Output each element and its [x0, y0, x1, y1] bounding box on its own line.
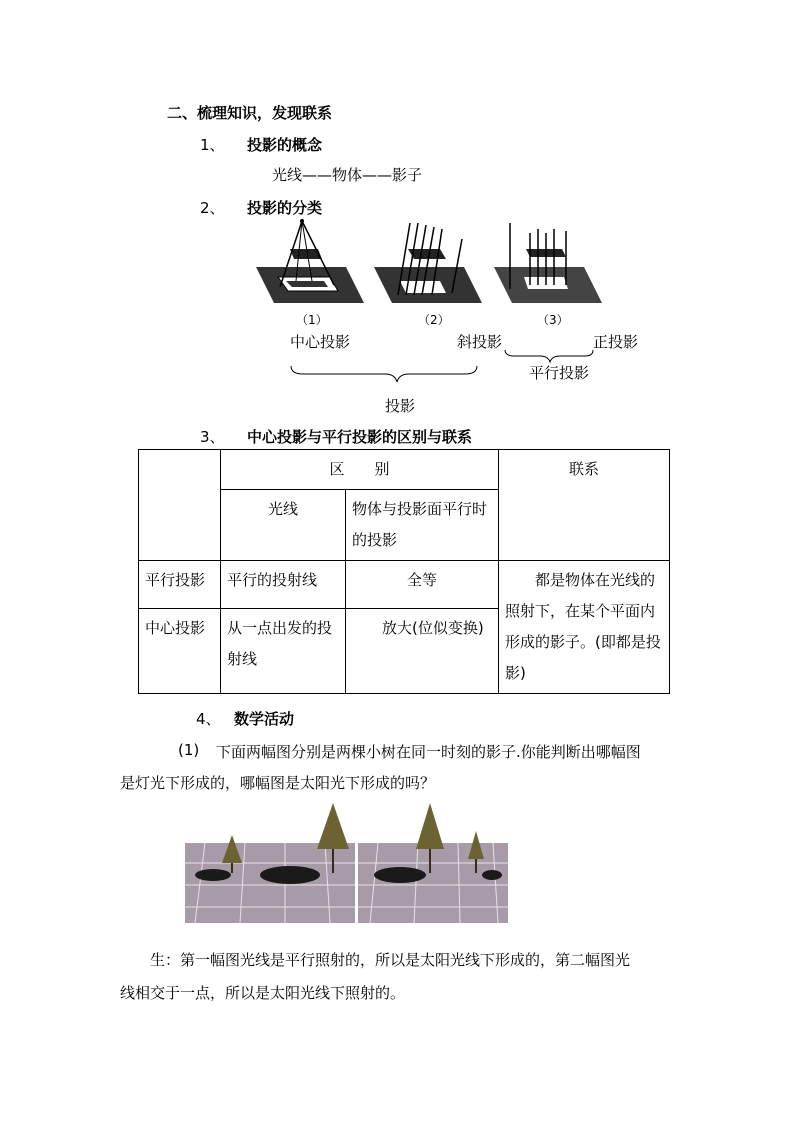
comparison-table — [138, 449, 670, 694]
central-projection-label: 中心投影 — [290, 333, 351, 351]
figure-label-1: （1） — [296, 313, 328, 327]
item2-title: 投影的分类 — [247, 199, 323, 217]
header-relation: 联系 — [499, 450, 670, 561]
row-projection: 放大(位似变换) — [346, 608, 499, 693]
item1-line: 光线——物体——影子 — [272, 166, 423, 184]
relation-text: 都是物体在光线的照射下，在某个平面内形成的影子。(即都是投影) — [499, 561, 670, 694]
parallel-projection-label: 平行投影 — [529, 364, 590, 382]
table-row — [139, 561, 670, 609]
answer-line-1: 生：第一幅图光线是平行照射的，所以是太阳光线下形成的，第二幅图光 — [150, 951, 631, 969]
item2-number: 2、 — [200, 199, 225, 217]
row-label: 中心投影 — [139, 608, 221, 693]
question-line-2: 是灯光下形成的，哪幅图是太阳光下形成的吗？ — [120, 774, 436, 792]
question-line-1: 下面两幅图分别是两棵小树在同一时刻的影子.你能判断出哪幅图 — [216, 743, 641, 761]
projection-label: 投影 — [385, 397, 416, 415]
tree-shadow-photo-2 — [358, 803, 508, 923]
section-heading: 二、梳理知识，发现联系 — [167, 104, 333, 122]
orthographic-projection-label: 正投影 — [593, 333, 639, 351]
figure-label-2: （2） — [418, 313, 450, 327]
item3-title: 中心投影与平行投影的区别与联系 — [247, 428, 473, 446]
oblique-projection-label: 斜投影 — [457, 333, 503, 351]
figure-label-3: （3） — [537, 313, 569, 327]
question-number: (1) — [178, 741, 200, 759]
projection-figures — [250, 215, 610, 310]
subheader-light: 光线 — [221, 490, 346, 561]
oblique-projection-figure — [374, 223, 482, 303]
item4-title: 数学活动 — [234, 710, 295, 728]
row-label: 平行投影 — [139, 561, 221, 609]
row-light: 从一点出发的投射线 — [221, 608, 346, 693]
row-projection: 全等 — [346, 561, 499, 609]
table-header-row — [139, 450, 670, 490]
subheader-parallel-plane: 物体与投影面平行时的投影 — [346, 490, 499, 561]
item1-number: 1、 — [200, 136, 225, 154]
orthographic-projection-figure — [494, 223, 602, 303]
tree-shadow-photo-1 — [185, 803, 355, 923]
item4-number: 4、 — [196, 710, 221, 728]
header-difference: 区 别 — [221, 450, 499, 490]
table-corner-cell — [139, 450, 221, 561]
item3-number: 3、 — [200, 428, 225, 446]
answer-line-2: 线相交于一点，所以是太阳光线下照射的。 — [120, 984, 406, 1002]
central-projection-figure — [256, 219, 364, 303]
row-light: 平行的投射线 — [221, 561, 346, 609]
item1-title: 投影的概念 — [247, 136, 323, 154]
